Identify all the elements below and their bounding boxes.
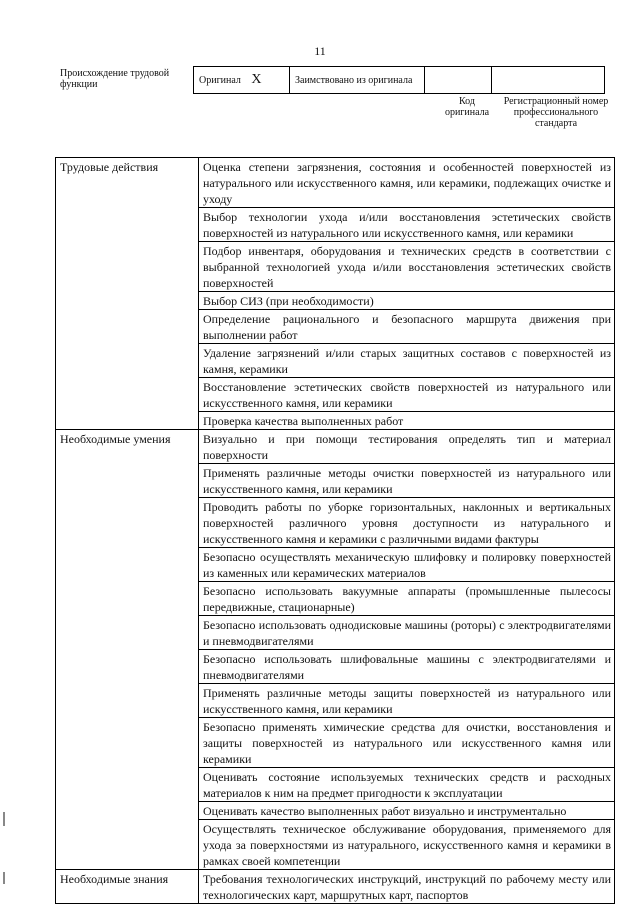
category-cell: Необходимые умения (56, 430, 199, 870)
table-row (56, 430, 615, 464)
item-cell: Восстановление эстетических свойств поверхностей из натурального или искусственного камня, или керамики (199, 378, 615, 412)
category-cell: Необходимые знания (56, 870, 199, 904)
registration-cell (492, 67, 605, 94)
item-cell: Проводить работы по уборке горизонтальных, наклонных и вертикальных поверхностей различного уровня доступности из натурального и искусственного камня и керамики с различными видами фактуры (199, 498, 615, 548)
item-cell: Безопасно использовать шлифовальные машины с электродвигателями и пневмодвигателями (199, 650, 615, 684)
item-cell: Осуществлять техническое обслуживание оборудования, применяемого для ухода за поверхностями из натурального, искусственного камня и керамики в рамках своей компетенции (199, 820, 615, 870)
table-row (56, 158, 615, 208)
item-cell: Применять различные методы защиты поверхностей из натурального или искусственного камня, или керамики (199, 684, 615, 718)
origin-table (193, 66, 605, 94)
registration-caption: Регистрационный номер профессионального стандарта (503, 96, 609, 129)
item-cell: Проверка качества выполненных работ (199, 412, 615, 430)
item-cell: Визуально и при помощи тестирования определять тип и материал поверхности (199, 430, 615, 464)
function-table (55, 157, 615, 904)
item-cell: Удаление загрязнений и/или старых защитных составов с поверхностей из камня, керамики (199, 344, 615, 378)
item-cell: Безопасно использовать однодисковые машины (роторы) с электродвигателями и пневмодвигателями (199, 616, 615, 650)
scan-edge-mark (3, 872, 5, 884)
category-cell: Трудовые действия (56, 158, 199, 430)
item-cell: Оценивать качество выполненных работ визуально и инструментально (199, 802, 615, 820)
table-row (56, 870, 615, 904)
origin-label: Происхождение трудовой функции (60, 68, 170, 90)
code-caption: Код оригинала (444, 96, 490, 118)
original-mark: X (251, 72, 262, 87)
code-cell (425, 67, 492, 94)
item-cell: Безопасно осуществлять механическую шлифовку и полировку поверхностей из каменных или керамических материалов (199, 548, 615, 582)
item-cell: Безопасно применять химические средства для очистки, восстановления и защиты поверхностей из натурального или искусственного камня или керамики (199, 718, 615, 768)
item-cell: Определение рационального и безопасного маршрута движения при выполнении работ (199, 310, 615, 344)
item-cell: Выбор технологии ухода и/или восстановления эстетических свойств поверхностей из натурального или искусственного камня, или керамики (199, 208, 615, 242)
item-cell: Подбор инвентаря, оборудования и технических средств в соответствии с выбранной технологией ухода и/или восстановления эстетических свойств поверхностей (199, 242, 615, 292)
item-cell: Применять различные методы очистки поверхностей из натурального или искусственного камня, или керамики (199, 464, 615, 498)
page-number: 11 (314, 44, 326, 58)
item-cell: Оценка степени загрязнения, состояния и особенностей поверхностей из натурального или искусственного камня, или керамики, подлежащих очистке и уходу (199, 158, 615, 208)
scan-edge-mark (3, 812, 5, 826)
original-label: Оригинал (199, 75, 241, 86)
item-cell: Требования технологических инструкций, инструкций по рабочему месту или технологических карт, маршрутных карт, паспортов (199, 870, 615, 904)
original-cell (194, 67, 290, 94)
item-cell: Выбор СИЗ (при необходимости) (199, 292, 615, 310)
item-cell: Оценивать состояние используемых технических средств и расходных материалов к ним на предмет пригодности к эксплуатации (199, 768, 615, 802)
item-cell: Безопасно использовать вакуумные аппараты (промышленные пылесосы передвижные, стационарные) (199, 582, 615, 616)
borrowed-cell: Заимствовано из оригинала (290, 67, 425, 94)
